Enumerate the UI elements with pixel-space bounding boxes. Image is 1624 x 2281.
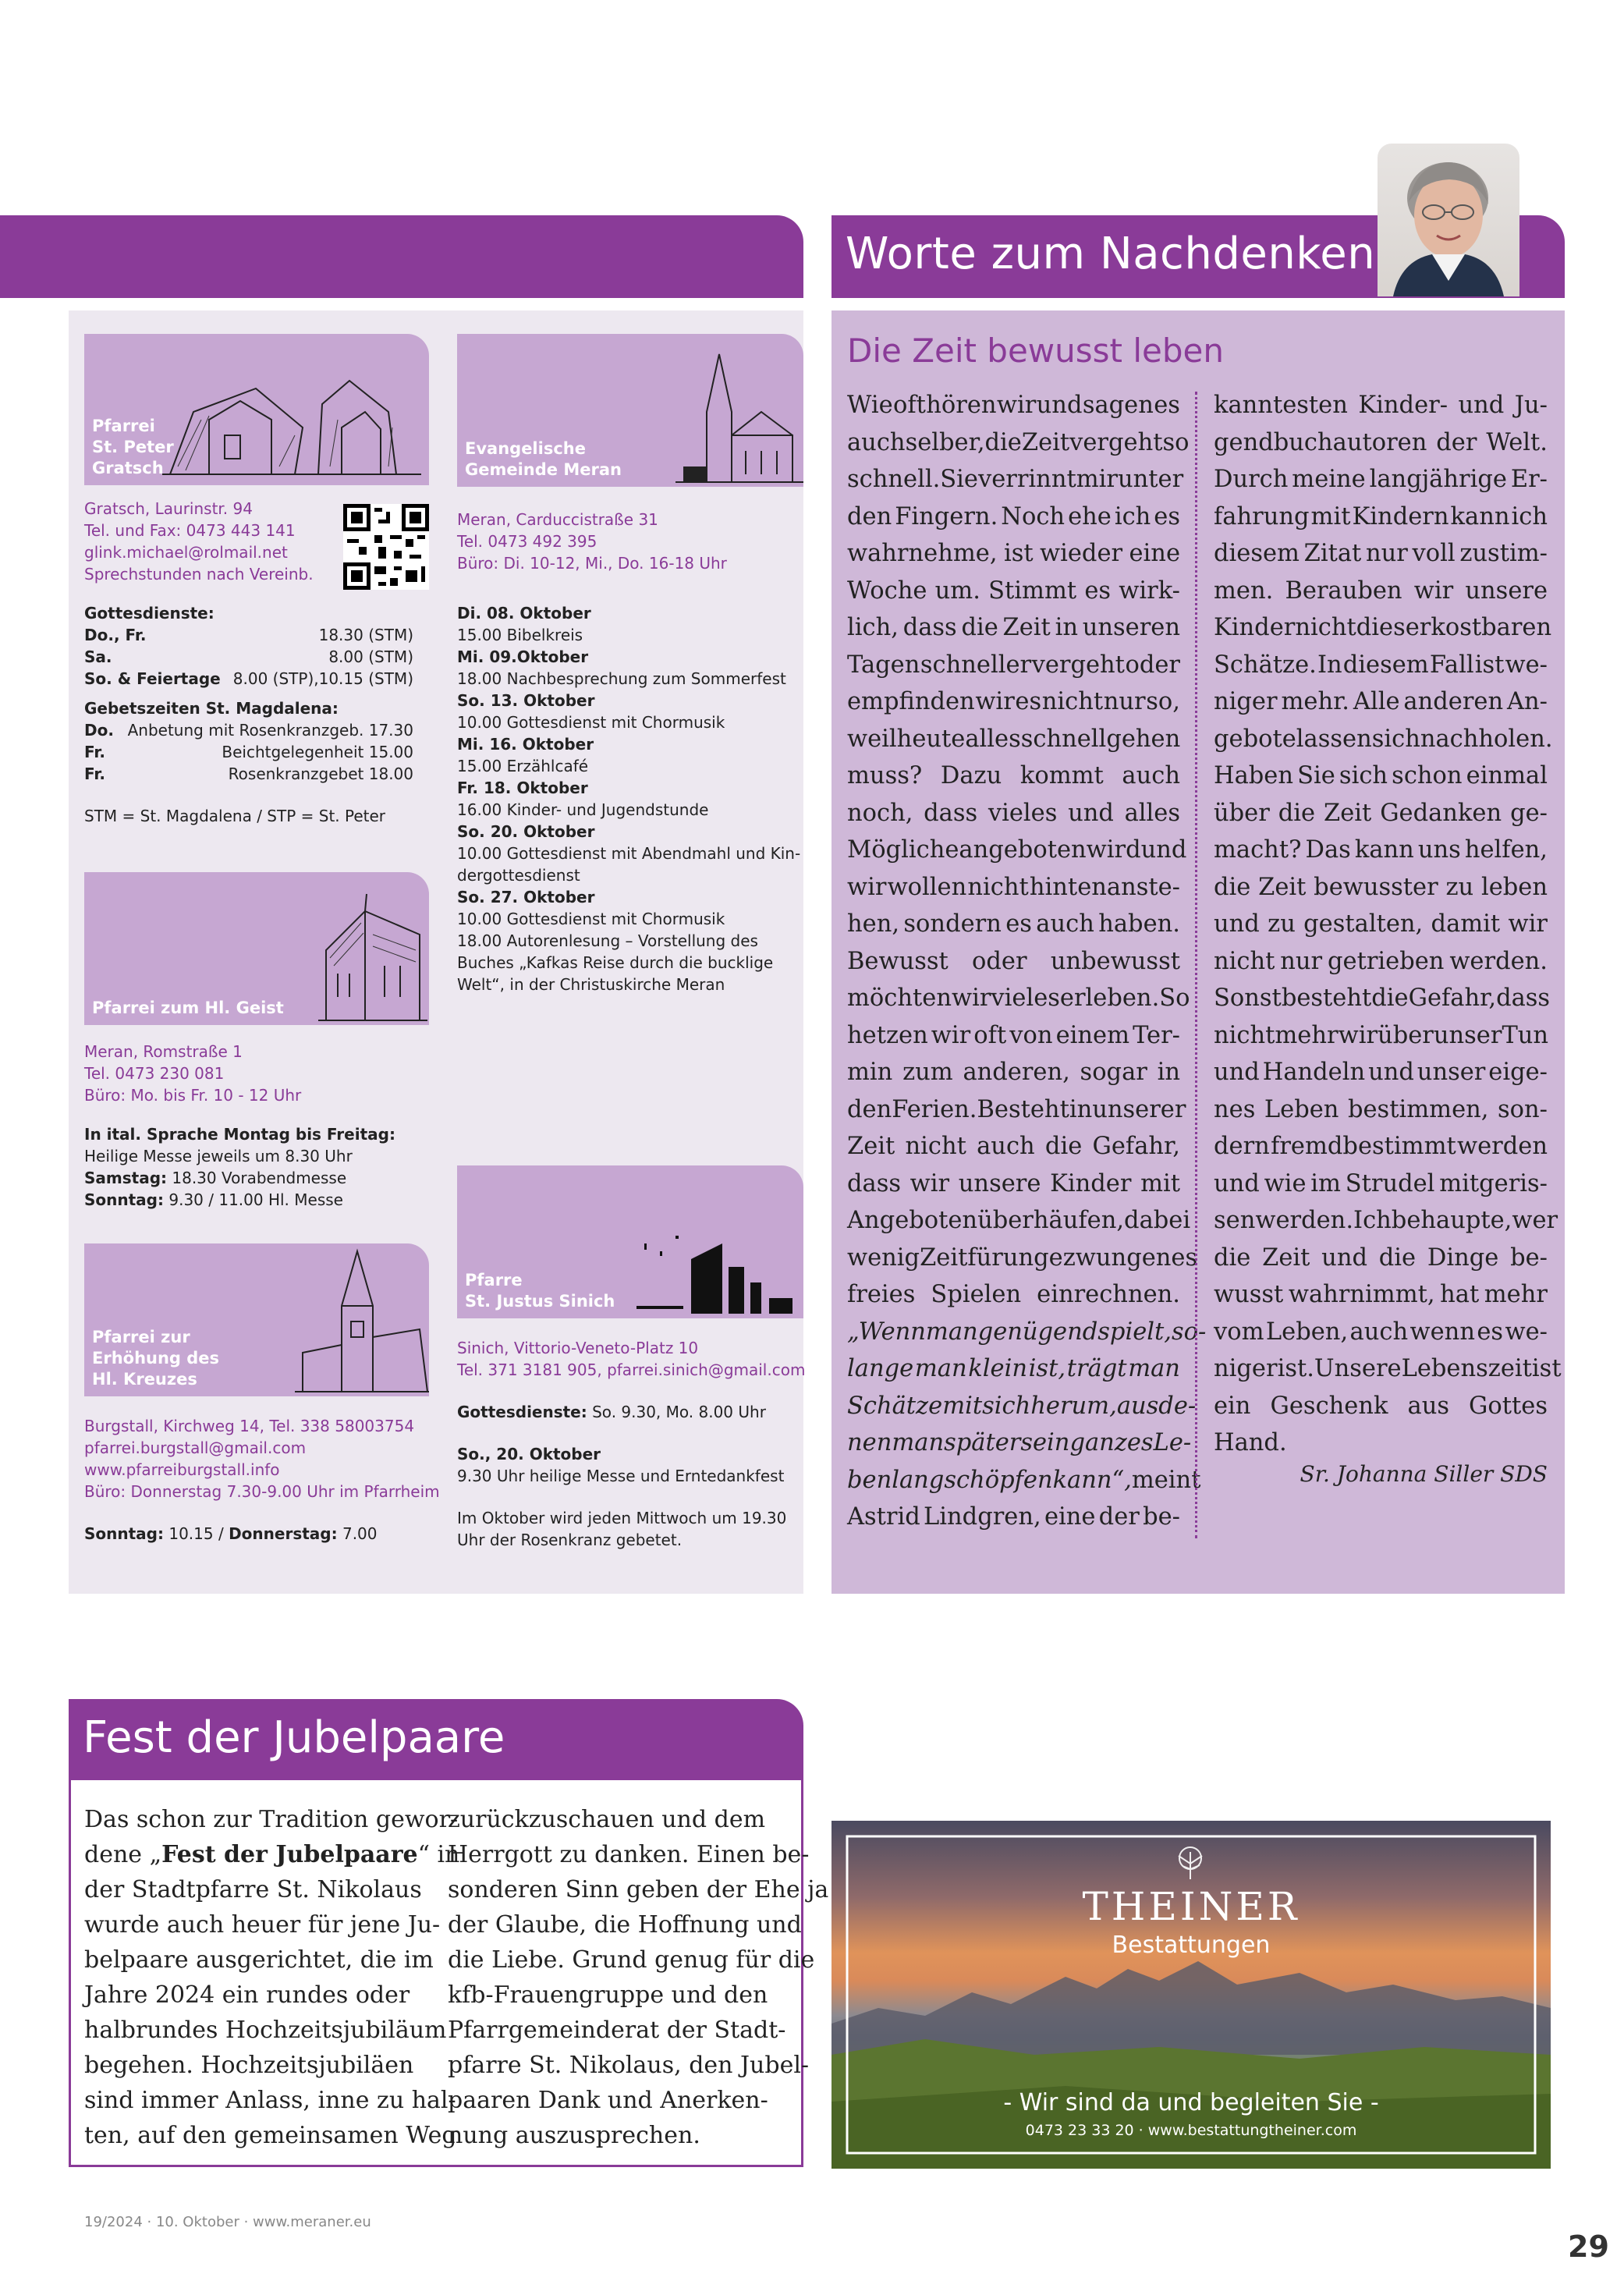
- text-line: Tagen schneller vergeht oder: [847, 651, 1180, 679]
- text-line: empfinden wir es nicht nur so,: [847, 688, 1180, 715]
- jubel-line: Das schon zur Tradition gewor-: [84, 1806, 459, 1833]
- text-line: Wie oft hören wir und sagen es: [847, 392, 1180, 419]
- worte-author: Sr. Johanna Siller SDS: [1300, 1461, 1548, 1487]
- text-line: Bewusst oder unbewusst: [847, 947, 1180, 975]
- jubel-text: dene „: [84, 1841, 162, 1868]
- text-line: und zu gestalten, damit wir: [1214, 910, 1548, 938]
- text-line: Sonst besteht die Gefahr, dass: [1214, 984, 1551, 1012]
- st-peter-info: [84, 498, 314, 585]
- worte-column-1: [847, 387, 1207, 1536]
- info-phone: Tel. und Fax: 0473 443 141: [84, 521, 296, 540]
- jubel-column-2: [448, 1802, 828, 2153]
- do-label: Donnerstag:: [229, 1524, 338, 1543]
- jubel-line: pfarre St. Nikolaus, den Jubel-: [448, 2052, 810, 2079]
- event-item: 10.00 Gottesdienst mit Abendmahl und Kin-: [457, 844, 801, 863]
- jubel-line: kfb-Frauengruppe und den: [448, 1981, 768, 2009]
- text-line: lich, dass die Zeit in unseren: [847, 614, 1180, 641]
- text-line: ein Geschenk aus Gottes: [1214, 1392, 1548, 1420]
- event-day: Fr. 18. Oktober: [457, 779, 588, 797]
- jubel-text: “ in: [417, 1841, 460, 1868]
- text-line: lange man klein ist, trägt man: [847, 1355, 1180, 1382]
- text-line: den Ferien. Besteht in unserer: [847, 1095, 1186, 1123]
- info-hours: Büro: Mo. bis Fr. 10 - 12 Uhr: [84, 1086, 302, 1105]
- jubel-line: [84, 1837, 459, 1872]
- card-hl-kreuz: [84, 1243, 429, 1396]
- jubel-line: ten, auf den gemeinsamen Weg: [84, 2122, 457, 2149]
- text-line: Schätze. In diesem Fall ist we-: [1214, 651, 1548, 679]
- author-portrait: [1378, 144, 1519, 296]
- text-line: Durch meine langjährige Er-: [1214, 466, 1548, 493]
- text-line: hetzen wir oft von einem Ter-: [847, 1021, 1180, 1049]
- worte-subtitle: Die Zeit bewusst leben: [847, 332, 1224, 370]
- text-line: diesem Zitat nur voll zustim-: [1214, 540, 1548, 567]
- page-number: 29: [1568, 2230, 1609, 2264]
- info-address: Burgstall, Kirchweg 14, Tel. 338 58003754: [84, 1417, 415, 1435]
- text-line: freies Spielen einrechnen.: [847, 1281, 1180, 1308]
- gz-text: Anbetung mit Rosenkranzgeb. 17.30: [127, 721, 413, 740]
- gd-day: Do., Fr.: [84, 626, 147, 644]
- text-line: Haben Sie sich schon einmal: [1214, 762, 1548, 789]
- event-day: So. 13. Oktober: [457, 691, 595, 710]
- text-line: möchten wir vieles erleben. So: [847, 984, 1190, 1012]
- jubel-line: der Stadtpfarre St. Nikolaus: [84, 1876, 422, 1903]
- text-line: „Wenn man genügend spielt, so-: [847, 1318, 1207, 1346]
- so-label: So., 20. Oktober: [457, 1445, 601, 1463]
- gz-day: Fr.: [84, 764, 105, 783]
- jubel-line: Herrgott zu danken. Einen be-: [448, 1841, 810, 1868]
- so-label: Sonntag:: [84, 1190, 164, 1209]
- event-item: 16.00 Kinder- und Jugendstunde: [457, 800, 709, 819]
- text-line: muss? Dazu kommt auch: [847, 762, 1180, 789]
- event-day: So. 27. Oktober: [457, 888, 595, 906]
- text-line: fahrung mit Kindern kann ich: [1214, 502, 1548, 530]
- jubel-title: Fest der Jubelpaare: [83, 1712, 505, 1763]
- event-day: Mi. 09.Oktober: [457, 647, 589, 666]
- text-line: Schätze mit sich herum, aus de-: [847, 1392, 1197, 1420]
- text-line: vom Leben, auch wenn es we-: [1214, 1318, 1548, 1346]
- jubel-line: sonderen Sinn geben der Ehe ja: [448, 1876, 829, 1903]
- text-line: macht? Das kann uns helfen,: [1214, 836, 1548, 864]
- jubel-line: Jahre 2024 ein rundes oder: [84, 1981, 410, 2009]
- info-phone: Tel. 0473 492 395: [457, 532, 597, 551]
- ad-sub: Bestattungen: [1112, 1932, 1271, 1959]
- evang-info: [457, 509, 727, 574]
- jubel-line: nung auszusprechen.: [448, 2122, 700, 2149]
- jubel-line: zurückzuschauen und dem: [448, 1806, 766, 1833]
- sa-text: 18.30 Vorabendmesse: [167, 1169, 347, 1187]
- jubel-line: wurde auch heuer für jene Ju-: [84, 1911, 441, 1939]
- text-line: die Zeit und die Dinge be-: [1214, 1243, 1548, 1272]
- text-line: kanntesten Kinder- und Ju-: [1214, 392, 1548, 419]
- text-line: über die Zeit Gedanken ge-: [1214, 799, 1548, 827]
- church-sketch: [675, 349, 803, 487]
- text-line: ben lang schöpfen kann“, meint: [847, 1466, 1201, 1494]
- text-line: men. Berauben wir unsere: [1214, 576, 1548, 605]
- info-website[interactable]: www.pfarreiburgstall.info: [84, 1460, 280, 1479]
- text-line: weil heute alles schnell gehen: [847, 725, 1181, 753]
- text-line: niger ist. Unsere Lebenszeit ist: [1214, 1355, 1562, 1382]
- event-day: Mi. 16. Oktober: [457, 735, 594, 754]
- jubel-line: halbrundes Hochzeitsjubiläum: [84, 2017, 447, 2044]
- gd-day: So. & Feiertage: [84, 669, 221, 688]
- text-line: den Fingern. Noch ehe ich es: [847, 502, 1180, 530]
- text-line: nicht mehr wir über unser Tun: [1214, 1021, 1549, 1049]
- card-evangelisch: [457, 334, 803, 487]
- jubel-column-1: [84, 1802, 459, 2153]
- gz-text: Beichtgelegenheit 15.00: [222, 743, 413, 761]
- event-item: dergottesdienst: [457, 866, 580, 885]
- ital-text: Heilige Messe jeweils um 8.30 Uhr: [84, 1147, 353, 1165]
- church-sketch: [295, 1243, 429, 1396]
- text-line: sen werden. Ich behaupte, wer: [1214, 1207, 1558, 1234]
- note-line: Im Oktober wird jeden Mittwoch um 19.30: [457, 1509, 787, 1527]
- qr-code: [343, 504, 429, 590]
- text-line: noch, dass vieles und alles: [847, 799, 1180, 827]
- info-phone-email: Tel. 371 3181 905, pfarrei.sinich@gmail.com: [457, 1360, 806, 1379]
- event-item: 10.00 Gottesdienst mit Chormusik: [457, 910, 725, 928]
- event-day: So. 20. Oktober: [457, 822, 595, 841]
- info-hours: Büro: Donnerstag 7.30-9.00 Uhr im Pfarrheim: [84, 1482, 440, 1501]
- hl-geist-info: [84, 1041, 301, 1106]
- note-line: Uhr der Rosenkranz gebetet.: [457, 1531, 683, 1549]
- so-text: 9.30 Uhr heilige Messe und Erntedankfest: [457, 1467, 785, 1485]
- gz-day: Fr.: [84, 743, 105, 761]
- jubel-line: sind immer Anlass, inne zu hal-: [84, 2087, 456, 2114]
- info-address: Meran, Carduccistraße 31: [457, 510, 658, 529]
- card-label: Pfarrei zum Hl. Geist: [92, 999, 284, 1017]
- event-item: Welt“, in der Christuskirche Meran: [457, 975, 725, 994]
- worte-title: Worte zum Nachdenken: [846, 229, 1376, 279]
- text-line: die Zeit bewusster zu leben: [1214, 873, 1548, 901]
- text-line: hen, sondern es auch haben.: [847, 910, 1180, 938]
- text-line: Angeboten überhäufen, dabei: [847, 1207, 1191, 1234]
- event-day: Di. 08. Oktober: [457, 604, 591, 623]
- info-email[interactable]: pfarrei.burgstall@gmail.com: [84, 1438, 307, 1457]
- info-address: Gratsch, Laurinstr. 94: [84, 499, 253, 518]
- do-text: 7.00: [337, 1524, 378, 1543]
- text-line: und wie im Strudel mitgeris-: [1214, 1169, 1548, 1197]
- text-line: und Handeln und unser eige-: [1214, 1059, 1548, 1086]
- church-sketch: [629, 1212, 803, 1318]
- hl-geist-schedule: [84, 1123, 395, 1211]
- ital-title: In ital. Sprache Montag bis Freitag:: [84, 1125, 395, 1144]
- gd-title: Gottesdienste:: [84, 604, 215, 623]
- info-hours: Büro: Di. 10-12, Mi., Do. 16-18 Uhr: [457, 554, 727, 573]
- jubel-line: die Liebe. Grund genug für die: [448, 1946, 815, 1974]
- justus-info: [457, 1337, 805, 1381]
- text-line: gebote lassen sich nachholen.: [1214, 725, 1553, 753]
- abbr-note: STM = St. Magdalena / STP = St. Peter: [84, 807, 386, 825]
- so-label: Sonntag:: [84, 1524, 164, 1543]
- gd-day: Sa.: [84, 647, 112, 666]
- justus-schedule: [457, 1401, 786, 1551]
- card-label: Pfarre St. Justus Sinich: [465, 1271, 615, 1311]
- so-text: 9.30 / 11.00 Hl. Messe: [164, 1190, 343, 1209]
- card-label: Pfarrei St. Peter Gratsch: [92, 417, 174, 477]
- gz-title: Gebetszeiten St. Magdalena:: [84, 699, 339, 718]
- so-text: 10.15 /: [164, 1524, 229, 1543]
- theiner-ad[interactable]: [832, 1821, 1551, 2169]
- church-sketch: [318, 888, 427, 1025]
- info-address: Meran, Romstraße 1: [84, 1042, 243, 1061]
- text-line: wahrnehme, ist wieder eine: [847, 540, 1180, 567]
- text-line: Kinder nicht dieser kostbaren: [1214, 614, 1552, 641]
- worte-column-2: [1214, 387, 1562, 1462]
- event-item: Buches „Kafkas Reise durch die bucklige: [457, 953, 774, 972]
- column-divider: [1195, 392, 1197, 1538]
- event-item: 15.00 Erzählcafé: [457, 757, 589, 775]
- hl-kreuz-info: [84, 1415, 440, 1502]
- jubel-line: der Glaube, die Hoffnung und: [448, 1911, 802, 1939]
- sa-label: Samstag:: [84, 1169, 168, 1187]
- text-line: nen man später sein ganzes Le-: [847, 1429, 1192, 1456]
- gz-text: Rosenkranzgebet 18.00: [228, 764, 413, 783]
- jubel-line: Pfarrgemeinderat der Stadt-: [448, 2017, 786, 2044]
- text-line: dass wir unsere Kinder mit: [847, 1169, 1180, 1197]
- text-line: schnell. Sie verrinnt mir unter: [847, 466, 1184, 493]
- text-line: min zum anderen, sogar in: [847, 1059, 1180, 1086]
- text-line: wusst wahrnimmt, hat mehr: [1214, 1281, 1548, 1308]
- text-line: nes Leben bestimmen, son-: [1214, 1095, 1548, 1123]
- card-label: Pfarrei zur Erhöhung des Hl. Kreuzes: [92, 1328, 220, 1389]
- text-line: Woche um. Stimmt es wirk-: [847, 576, 1180, 605]
- card-hl-geist: [84, 872, 429, 1025]
- text-line: auch selber, die Zeit vergeht so: [847, 428, 1190, 456]
- gd-time: 18.30 (STM): [318, 626, 413, 644]
- church-sketch: [162, 357, 421, 482]
- gd-label: Gottesdienste:: [457, 1403, 587, 1421]
- gd-time: 8.00 (STM): [328, 647, 413, 666]
- text-line: Hand.: [1214, 1429, 1295, 1456]
- info-email[interactable]: glink.michael@rolmail.net: [84, 543, 288, 562]
- text-line: Mögliche angeboten wird und: [847, 836, 1187, 864]
- ad-contact: 0473 23 33 20 · www.bestattungtheiner.com: [1025, 2122, 1357, 2139]
- event-item: 18.00 Nachbesprechung zum Sommerfest: [457, 669, 786, 688]
- hl-kreuz-schedule: [84, 1523, 378, 1545]
- text-line: wir wollen nicht hintenanste-: [847, 873, 1180, 901]
- text-line: Zeit nicht auch die Gefahr,: [847, 1133, 1180, 1160]
- card-label: Evangelische Gemeinde Meran: [465, 439, 622, 479]
- left-header-bar: [0, 215, 803, 298]
- text-line: niger mehr. Alle anderen An-: [1214, 688, 1548, 715]
- text-line: dern fremdbestimmt werden: [1214, 1133, 1548, 1160]
- gd-text: So. 9.30, Mo. 8.00 Uhr: [587, 1403, 766, 1421]
- text-line: Astrid Lindgren, eine der be-: [847, 1503, 1180, 1531]
- footer-info: 19/2024 · 10. Oktober · www.meraner.eu: [84, 2214, 371, 2230]
- jubel-line: belpaare ausgerichtet, die im: [84, 1946, 434, 1974]
- jubel-bold: Fest der Jubelpaare: [161, 1841, 418, 1868]
- info-hours: Sprechstunden nach Vereinb.: [84, 565, 314, 584]
- event-item: 18.00 Autorenlesung – Vorstellung des: [457, 931, 758, 950]
- text-line: gendbuchautoren der Welt.: [1214, 428, 1548, 456]
- gz-day: Do.: [84, 721, 114, 740]
- ad-slogan: - Wir sind da und begleiten Sie -: [1003, 2089, 1379, 2116]
- event-item: 10.00 Gottesdienst mit Chormusik: [457, 713, 725, 732]
- info-address: Sinich, Vittorio-Veneto-Platz 10: [457, 1339, 699, 1357]
- card-st-justus: [457, 1165, 803, 1318]
- event-item: 15.00 Bibelkreis: [457, 626, 583, 644]
- text-line: nicht nur getrieben werden.: [1214, 947, 1548, 975]
- st-peter-schedule: [84, 602, 413, 827]
- info-phone: Tel. 0473 230 081: [84, 1064, 225, 1083]
- card-st-peter: [84, 334, 429, 485]
- ad-brand: THEINER: [1082, 1884, 1300, 1929]
- text-line: wenig Zeit für ungezwungenes: [847, 1243, 1198, 1272]
- jubel-line: paaren Dank und Anerken-: [448, 2087, 768, 2114]
- gd-time: 8.00 (STP),10.15 (STM): [232, 669, 413, 688]
- jubel-line: begehen. Hochzeitsjubiläen: [84, 2052, 414, 2079]
- evang-schedule: [457, 602, 800, 995]
